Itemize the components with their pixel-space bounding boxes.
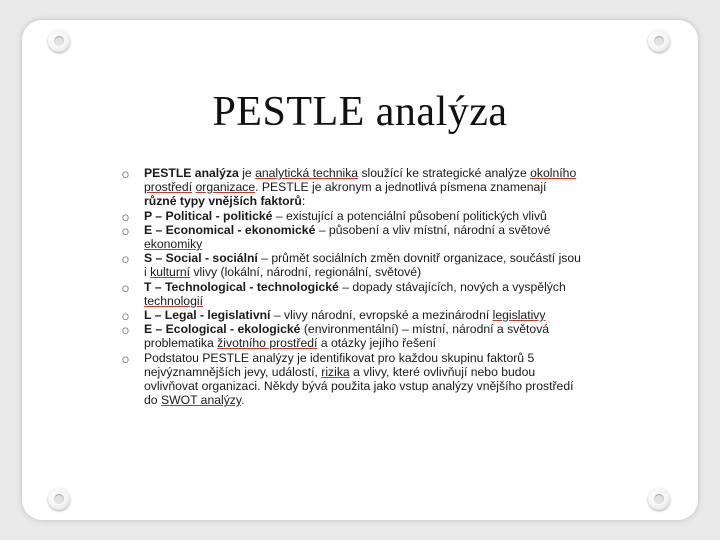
link-rizika[interactable]: rizika bbox=[321, 364, 350, 379]
link-technologii[interactable]: technologií bbox=[144, 293, 203, 308]
list-item: O T – Technological - technologické – dopady stávajících, nových a vyspělých technologií bbox=[122, 279, 566, 308]
bullet-icon: O bbox=[122, 326, 130, 337]
corner-rivet-icon bbox=[48, 488, 70, 510]
link-swot-analyzy[interactable]: SWOT analýzy bbox=[160, 393, 242, 408]
link-ekonomiky[interactable]: ekonomiky bbox=[144, 237, 203, 252]
list-item: O E – Ecological - ekologické (environmentální) – místní, národní a světová problematika životního prostředí a otázky jejího řešení bbox=[122, 322, 550, 351]
bullet-icon: O bbox=[122, 226, 130, 237]
bullet-icon: O bbox=[122, 283, 130, 294]
bullet-icon: O bbox=[122, 354, 130, 365]
bullet-icon: O bbox=[122, 312, 130, 323]
link-zivotniho-prostredi[interactable]: životního prostředí bbox=[217, 336, 318, 351]
link-organizace[interactable]: organizace bbox=[195, 180, 256, 195]
list-item: O PESTLE analýza je analytická technika sloužící ke strategické analýze okolního prostředí organizace. PESTLE je akronym a jednotlivá písmena znamenají různé typy vnějších faktorů: bbox=[122, 166, 577, 209]
link-okolniho-prostredi[interactable]: okolního prostředí bbox=[144, 166, 577, 195]
list-item: O P – Political - politické – existující a potenciální působení politických vlivů bbox=[122, 209, 582, 223]
corner-rivet-icon bbox=[648, 30, 670, 52]
bullet-icon: O bbox=[122, 212, 130, 223]
corner-rivet-icon bbox=[48, 30, 70, 52]
bullet-list bbox=[122, 166, 582, 407]
list-item: O L – Legal - legislativní – vlivy národní, evropské a mezinárodní legislativy bbox=[122, 308, 582, 322]
bullet-icon: O bbox=[122, 255, 130, 266]
bullet-icon: O bbox=[122, 170, 130, 180]
list-item: O S – Social - sociální – průmět sociálních změn dovnitř organizace, součástí jsou i kulturní vlivy (lokální, národní, regionální, světové) bbox=[122, 251, 581, 280]
list-item: O E – Economical - ekonomické – působení a vliv místní, národní a světové ekonomiky bbox=[122, 222, 551, 252]
list-item: O Podstatou PESTLE analýzy je identifikovat pro každou skupinu faktorů 5 nejvýznamnějších jevy, událostí, rizika a vlivy, které ovlivňují nebo budou ovlivňovat organizaci. Někdy bývá použita jako vstup analýzy vnějšího prostředí do SWOT analýzy. bbox=[122, 350, 574, 408]
slide-title: PESTLE analýza bbox=[212, 89, 508, 135]
link-legislativy[interactable]: legislativy bbox=[492, 308, 546, 323]
link-analyticka-technika[interactable]: analytická technika bbox=[255, 166, 359, 180]
corner-rivet-icon bbox=[648, 488, 670, 510]
link-kulturni[interactable]: kulturní bbox=[150, 265, 191, 280]
